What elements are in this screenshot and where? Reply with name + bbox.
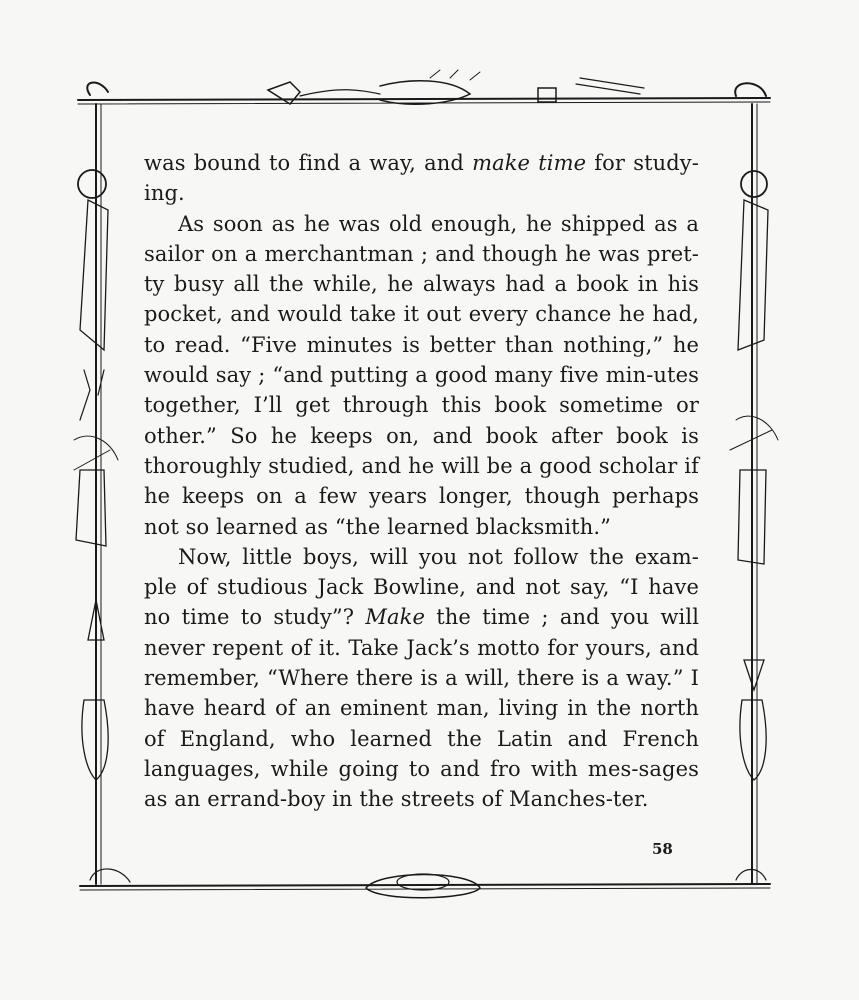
page-body [144, 148, 699, 815]
text-run: As soon as he was old enough, he shipped as a sailor on a merchantman ; and though he was pret-ty busy all the while, he always had a book in his pocket, and would take it out every chance he had, to read. “Five minutes is better than nothing,” he would say ; “and putting a good many five min-utes together, I’ll get through this book sometime or other.” So he keeps on, and book after book is thoroughly studied, and he will be a good scholar if he keeps on a few years longer, though perhaps not so learned as “the learned blacksmith.” [144, 211, 699, 539]
paragraph [144, 148, 699, 209]
text-run: the time ; and you will never repent of it. Take Jack’s motto for yours, and remember, “Where there is a will, there is a way.” I have heard of an eminent man, living in the north of England, who learned the Latin and French languages, while going to and fro with mes-sages as an errand-boy in the streets of Manches-ter. [144, 605, 700, 812]
paragraph [144, 209, 699, 542]
page-number: 58 [652, 840, 673, 858]
text-run: Now, little boys, will you not follow the exam-ple of studious Jack Bowline, and not say, “I have no time to study”? [144, 544, 699, 630]
text-run: for study-ing. [144, 151, 699, 206]
emphasized-text: Make [365, 605, 425, 630]
text-run: was bound to find a way, and [144, 151, 473, 175]
paragraph [144, 542, 699, 815]
emphasized-text: make time [472, 151, 587, 175]
